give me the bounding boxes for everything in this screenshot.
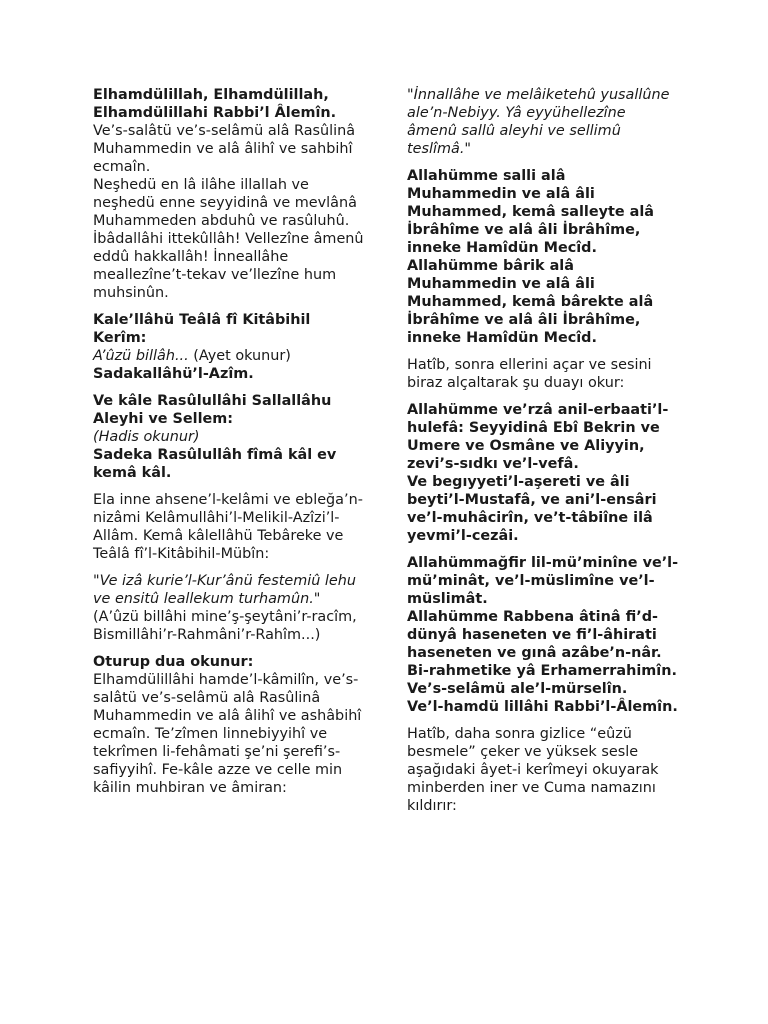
hadith-closing: Sadeka Rasûlullâh fîmâ kâl ev kemâ kâl. <box>93 447 337 481</box>
salli-barik-paragraph <box>407 167 679 347</box>
hadith-note: (Hadis okunur) <box>93 429 200 445</box>
quote-close: " <box>464 141 472 157</box>
ayah-paragraph <box>93 311 365 383</box>
hatib-closing-text: Hatîb, daha sonra gizlice “eûzü besmele” çeker ve yüksek sesle aşağıdaki âyet-i kerîmeyi okuyarak minberden iner ve Cuma namazını kıldırır: <box>407 726 659 814</box>
salawat-ayah-paragraph <box>407 86 679 158</box>
khulafa-paragraph <box>407 401 679 545</box>
hadith-intro: Ve kâle Rasûlullâhi Sallallâhu Aleyhi ve Sellem: <box>93 393 332 427</box>
taqwa-text: İbâdallâhi ittekûllâh! Vellezîne âmenû eddû hakkallâh! İnneallâhe meallezîne’t-tekav ve’llezîne hum muhsinûn. <box>93 231 364 301</box>
salam-text: Ve’s-selâmü ale’l-mürselîn. <box>407 681 628 697</box>
khulafa-text: Allahümme ve’rzâ anil-erbaati’l-hulefâ: Seyyidinâ Ebî Bekrin ve Umere ve Osmâne ve Aliyyin, zevi’s-sıdkı ve’l-vefâ. <box>407 402 669 472</box>
audhu-basmala: (A’ûzü billâhi mine’ş-şeytâni’r-racîm, Bismillâhi’r-Rahmâni’r-Rahîm...) <box>93 609 357 643</box>
barik-text: Allahümme bârik alâ Muhammedin ve alâ âli Muhammed, kemâ bârekte alâ İbrâhîme ve alâ âli İbrâhîme, inneke Hamîdün Mecîd. <box>407 258 654 346</box>
ayah-note: (Ayet okunur) <box>188 348 291 364</box>
opening-paragraph <box>93 86 365 302</box>
dua-text: Elhamdülillâhi hamde’l-kâmilîn, ve’s-salâtü ve’s-selâmü alâ Rasûlinâ Muhammedin ve alâ âlihî ve ashâbihî ecmaîn. Te’zîmen linnebiyyihî ve tekrîmen li-fehâmati şe’ni şerefi’s-safiyyihî. Fe-kâle azze ve celle min kâilin muhbiran ve âmiran: <box>93 672 362 796</box>
hadith-paragraph <box>93 392 365 482</box>
hamd-text: Ve’l-hamdü lillâhi Rabbi’l-Âlemîn. <box>407 699 678 715</box>
salawat-ayah: İnnallâhe ve melâiketehû yusallûne ale’n-Nebiyy. Yâ eyyühellezîne âmenû sallû aleyhi ve sellimû teslîmâ. <box>407 87 670 157</box>
kalam-paragraph <box>93 491 365 563</box>
maghfira-text: Allahümmağfir lil-mü’minîne ve’l-mü’minât, ve’l-müslimîne ve’l-müslimât. <box>407 555 679 607</box>
left-column <box>93 86 365 806</box>
quote-open: " <box>93 573 100 589</box>
quran-quote: Ve izâ kurie’l-Kur’ânü festemiû lehu ve ensitû leallekum turhamûn. <box>93 573 356 607</box>
ayah-intro: Kale’llâhü Teâlâ fî Kitâbihil Kerîm: <box>93 312 311 346</box>
hatib-instruction-text: Hatîb, sonra ellerini açar ve sesini biraz alçaltarak şu duayı okur: <box>407 357 652 391</box>
shahada-text: Neşhedü en lâ ilâhe illallah ve neşhedü enne seyyidinâ ve mevlânâ Muhammeden abduhû ve rasûluhû. <box>93 177 357 229</box>
kalam-text: Ela inne ahsene’l-kelâmi ve ebleğa’n-nizâmi Kelâmullâhi’l-Melikil-Azîzi’l-Allâm. Kemâ kâlellâhü Tebâreke ve Teâlâ fî’l-Kitâbihil-Mübîn: <box>93 492 363 562</box>
ayah-closing: Sadakallâhü’l-Azîm. <box>93 366 254 382</box>
salawat-text: Ve’s-salâtü ve’s-selâmü alâ Rasûlinâ Muhammedin ve alâ âlihî ve sahbihî ecmaîn. <box>93 123 356 175</box>
quran-quote-paragraph <box>93 572 365 644</box>
ashara-text: Ve begıyyeti’l-aşereti ve âli beyti’l-Mustafâ, ve ani’l-ensâri ve’l-muhâcirîn, ve’t-tâbiîne ilâ yevmi’l-cezâi. <box>407 474 657 544</box>
dua-heading: Oturup dua okunur: <box>93 654 254 670</box>
hatib-instruction-1 <box>407 356 679 392</box>
salli-text: Allahümme salli alâ Muhammedin ve alâ âli Muhammed, kemâ salleyte alâ İbrâhîme ve alâ âli İbrâhîme, inneke Hamîdün Mecîd. <box>407 168 654 256</box>
quote-close: " <box>313 591 321 607</box>
quote-open: " <box>407 87 414 103</box>
ayah-audhu: A’ûzü billâh... <box>93 348 189 364</box>
right-column <box>407 86 679 824</box>
dua-paragraph <box>93 653 365 797</box>
hatib-instruction-2 <box>407 725 679 815</box>
opening-praise: Elhamdülillah, Elhamdülillah, Elhamdülillahi Rabbi’l Âlemîn. <box>93 87 337 121</box>
rabbana-text: Allahümme Rabbena âtinâ fi’d-dünyâ haseneten ve fi’l-âhirati haseneten ve gınâ azâbe’n-nâr. <box>407 609 662 661</box>
rahmatika-text: Bi-rahmetike yâ Erhamerrahimîn. <box>407 663 677 679</box>
maghfira-paragraph <box>407 554 679 716</box>
